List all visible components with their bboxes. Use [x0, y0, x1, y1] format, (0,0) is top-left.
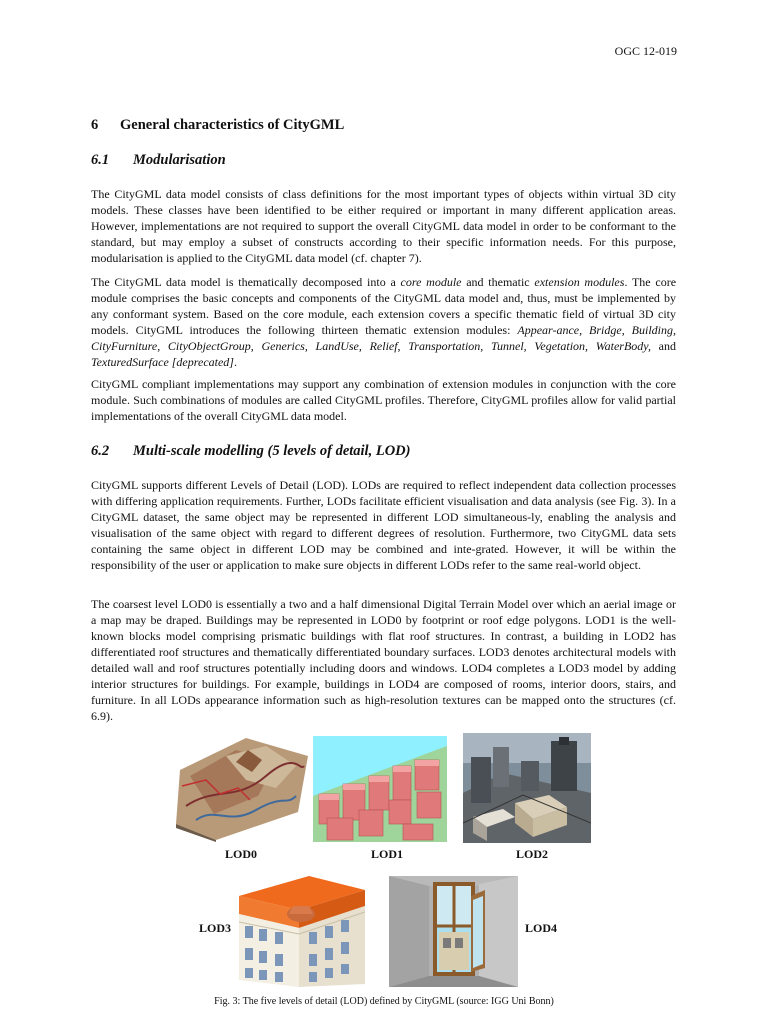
lod3-building-image — [239, 876, 365, 987]
module-textured-surface: TexturedSurface [deprecated] — [91, 355, 234, 369]
paragraph-modularisation-3: CityGML compliant implementations may support any combination of extension modules in conjunction with the core module. Such combinations of modules are called CityGML profiles. Therefore, CityGML profiles allow for valid partial implementations of the overall CityGML data model. — [91, 377, 676, 423]
label-lod1: LOD1 — [371, 847, 404, 861]
paragraph-lod-1: CityGML supports different Levels of Detail (LOD). LODs are required to reflect independent data collection processes with differing application requirements. Further, LODs facilitate efficient visualisation and data analysis (see Fig. 3). In a CityGML dataset, the same object may be represented in different LOD simultaneous-ly, enabling the analysis and visualisation of the same object with regard to different degrees of resolution. Furthermore, two CityGML data sets containing the same object in different LOD may be combined and inte-grated. However, it will be within the responsibility of the user or application to make sure objects in different LODs refer to the same real-world object. — [91, 478, 676, 572]
figure-caption: Fig. 3: The five levels of detail (LOD) defined by CityGML (source: IGG Uni Bonn) — [214, 996, 554, 1007]
term-extension-modules: extension modules — [534, 275, 625, 289]
text-run: and — [650, 339, 676, 353]
module-list: Appear-ance, Bridge, Building, CityFurniture, CityObjectGroup, Generics, LandUse, Relief, Transportation, Tunnel, Vegetation, WaterBody, — [91, 323, 676, 353]
label-lod4: LOD4 — [525, 921, 558, 935]
paragraph-modularisation-1: The CityGML data model consists of class definitions for the most important types of objects within virtual 3D city models. These classes have been identified to be either required or important in many different application areas. However, implementations are not required to support the overall CityGML data model in order to be conformant to the standard, but may employ a subset of constructs according to their specific information needs. For this purpose, modularisation is applied to the CityGML data model (cf. chapter 7). — [91, 187, 676, 265]
term-core-module: core module — [400, 275, 462, 289]
page-header-doc-id: OGC 12-019 — [614, 44, 677, 58]
lod2-city-image — [463, 733, 591, 843]
label-lod2: LOD2 — [516, 847, 549, 861]
section-number: 6 — [91, 117, 99, 133]
section-title: General characteristics of CityGML — [120, 117, 345, 133]
lod4-interior-image — [389, 876, 518, 987]
text-run: . The core module comprises the basic concepts and components of the CityGML data model and, thus, must be implemented by any conformant system. Based on the core module, each extension covers a specific thematic field of virtual 3D city models. CityGML introduces the following thirteen thematic extension modules: — [91, 275, 677, 337]
text-run: and thematic — [461, 275, 535, 289]
text-run: . — [233, 355, 237, 369]
subsection-title: Modularisation — [133, 152, 226, 168]
text-run: The CityGML data model is thematically decomposed into a — [91, 275, 401, 289]
label-lod0: LOD0 — [225, 847, 258, 861]
subsection-number: 6.1 — [91, 152, 110, 168]
subsection-number: 6.2 — [91, 443, 110, 459]
lod1-blocks-image — [313, 736, 447, 842]
paragraph-lod-2: The coarsest level LOD0 is essentially a two and a half dimensional Digital Terrain Model over which an aerial image or a map may be draped. Buildings may be represented in LOD0 by footprint or roof edge polygons. LOD1 is the well-known blocks model comprising prismatic buildings with flat roof structures. In contrast, a building in LOD2 has differentiated roof structures and thematically differentiated boundary surfaces. LOD3 denotes architectural models with detailed wall and roof structures potentially including doors and windows. LOD4 completes a LOD3 model by adding interior structures for buildings. For example, buildings in LOD4 are composed of rooms, interior doors, stairs, and furniture. In all LODs appearance information such as high-resolution textures can be mapped onto the structures (cf. 6.9). — [91, 597, 676, 723]
subsection-title: Multi-scale modelling (5 levels of detail, LOD) — [133, 443, 411, 459]
label-lod3: LOD3 — [199, 921, 232, 935]
lod0-terrain-image — [176, 736, 310, 842]
